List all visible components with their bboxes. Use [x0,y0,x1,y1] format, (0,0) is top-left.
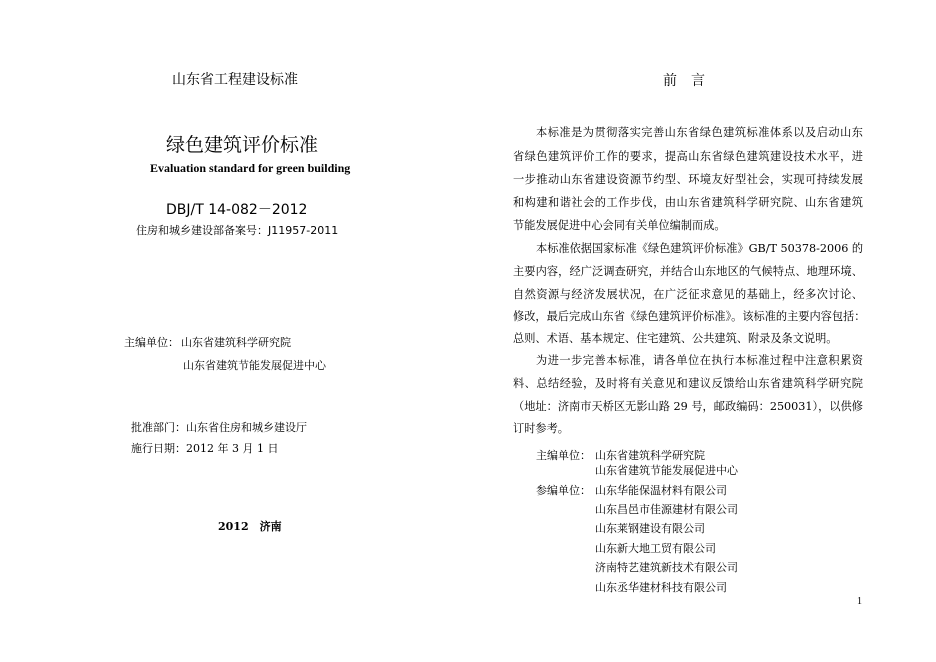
effective-date: 施行日期：2012 年 3 月 1 日 [131,442,279,455]
standard-title-cn: 绿色建筑评价标准 [166,134,319,156]
paragraph3-line: （地址：济南市天桥区无影山路 29 号，邮政编码：250031），以供修 [513,400,863,413]
left-header: 山东省工程建设标准 [172,72,298,88]
chief-unit-2: 山东省建筑节能发展促进中心 [595,464,738,477]
paragraph1-line: 节能发展促进中心会同有关单位编制而成。 [513,219,726,232]
record-number: 住房和城乡建设部备案号：J11957-2011 [136,224,339,237]
chief-unit-1: 山东省建筑科学研究院 [595,449,705,462]
paragraph1-line: 本标准是为贯彻落实完善山东省绿色建筑标准体系以及启动山东 [536,126,863,139]
participant-unit-4: 山东新大地工贸有限公司 [595,542,716,555]
standard-code: DBJ/T 14-082－2012 [166,202,308,218]
editor-label: 主编单位： [124,336,179,349]
participant-unit-2: 山东昌邑市佳源建材有限公司 [595,503,738,516]
participant-unit-3: 山东莱钢建设有限公司 [595,522,705,535]
page-number: 1 [857,596,862,607]
participant-label: 参编单位： [536,484,591,497]
editor-unit-1: 山东省建筑科学研究院 [181,336,291,349]
foreword-heading: 前 言 [663,73,705,89]
participant-unit-1: 山东华能保温材料有限公司 [595,484,727,497]
paragraph3-line: 料、总结经验，及时将有关意见和建议反馈给山东省建筑科学研究院 [513,377,863,390]
participant-unit-5: 济南特艺建筑新技术有限公司 [595,561,738,574]
paragraph1-line: 省绿色建筑评价工作的要求，提高山东省绿色建筑建设技术水平，进 [513,150,863,163]
paragraph3-line: 订时参考。 [513,422,569,435]
paragraph2-line: 自然资源与经济发展状况，在广泛征求意见的基础上，经多次讨论、 [513,288,863,301]
paragraph2-line: 修改，最后完成山东省《绿色建筑评价标准》。该标准的主要内容包括： [513,310,866,323]
paragraph2-line: 总则、术语、基本规定、住宅建筑、公共建筑、附录及条文说明。 [513,332,838,345]
paragraph3-line: 为进一步完善本标准，请各单位在执行本标准过程中注意积累资 [536,354,863,367]
participant-unit-6: 山东丞华建材科技有限公司 [595,581,727,594]
editor-unit-2: 山东省建筑节能发展促进中心 [183,359,326,372]
paragraph1-line: 和构建和谐社会的工作步伐，由山东省建筑科学研究院、山东省建筑 [513,196,863,209]
chief-editor-label: 主编单位： [536,449,591,462]
paragraph2-line: 本标准依据国家标准《绿色建筑评价标准》GB/T 50378-2006 的 [536,242,864,255]
paragraph1-line: 一步推动山东省建设资源节约型、环境友好型社会，实现可持续发展 [513,173,863,186]
paragraph2-line: 主要内容，经广泛调查研究，并结合山东地区的气候特点、地理环境、 [513,265,863,278]
left-footer: 2012 济南 [218,520,282,533]
approver: 批准部门：山东省住房和城乡建设厅 [131,421,307,434]
standard-title-en: Evaluation standard for green building [150,161,351,175]
